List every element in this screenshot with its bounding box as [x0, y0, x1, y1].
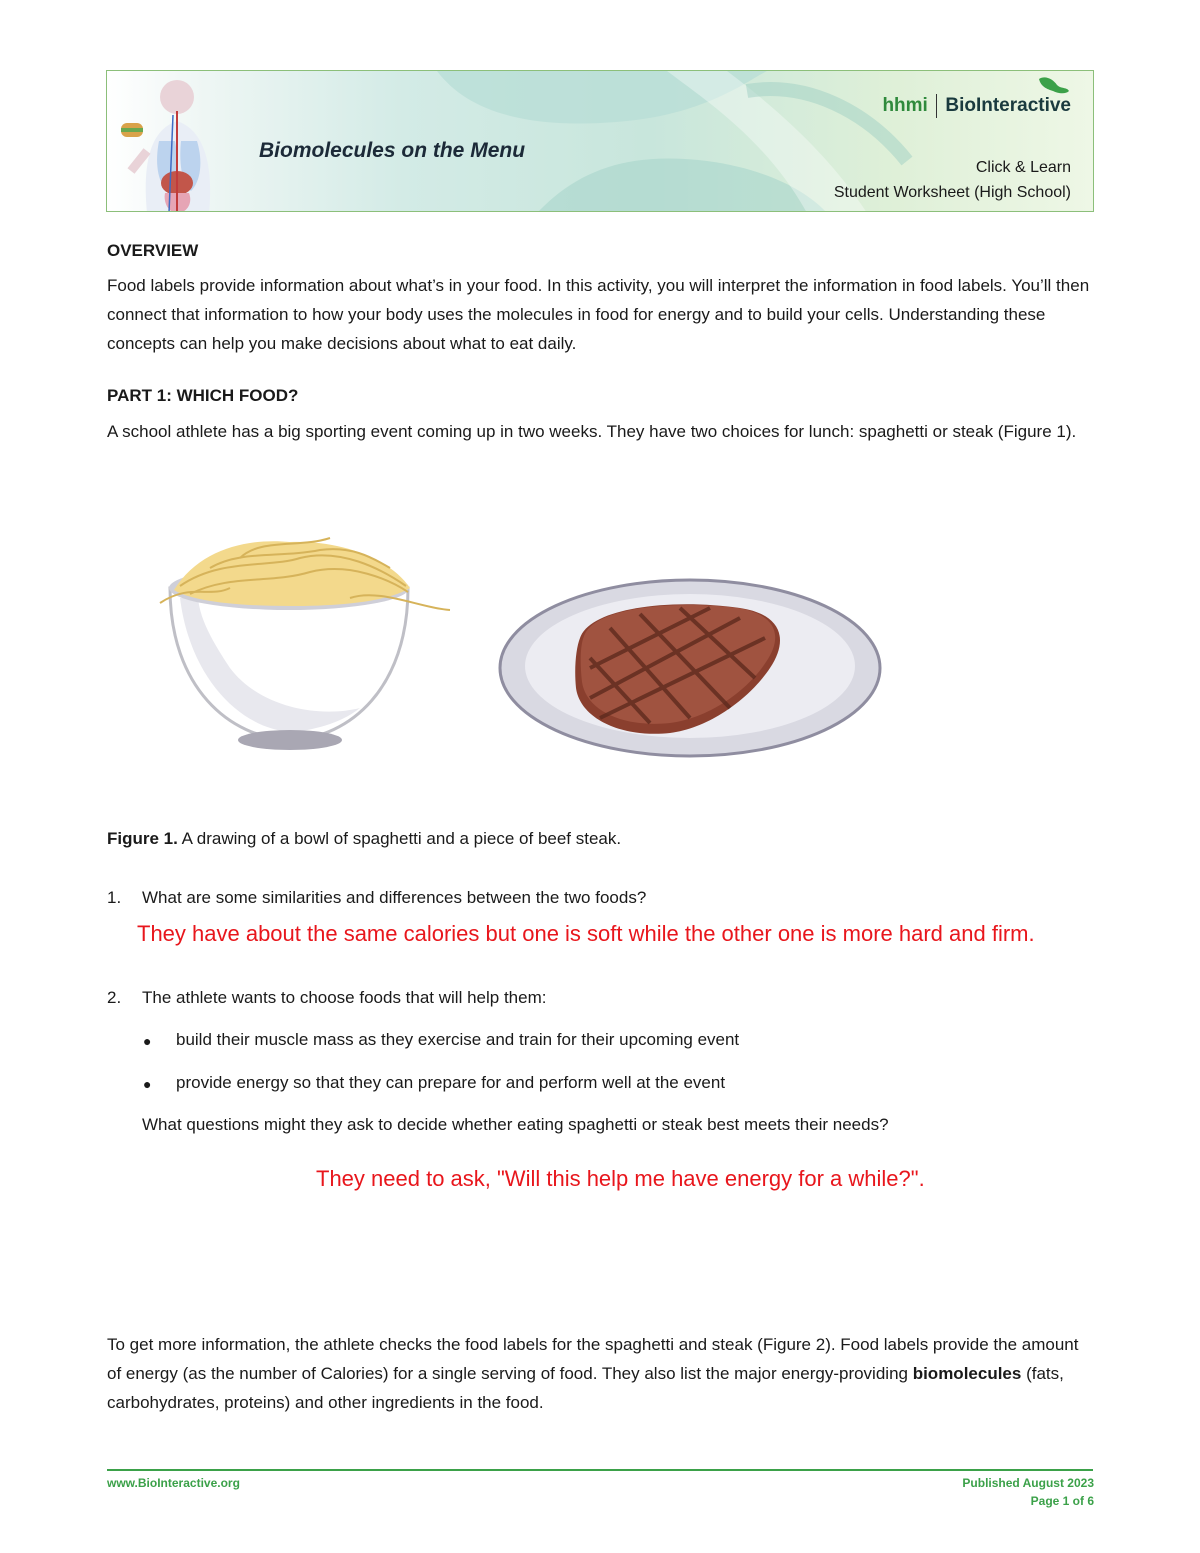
overview-paragraph: Food labels provide information about what’s in your food. In this activity, you will interpret the information in food labels. You’ll then connect that information to how your body uses the molecules in food for energy and to build your cells. Understanding these concepts can help you make decisions about what to eat daily. — [107, 276, 1090, 353]
part1-paragraph: A school athlete has a big sporting event coming up in two weeks. They have two choices for lunch: spaghetti or steak (Figure 1). — [107, 422, 1077, 441]
hhmi-biointeractive-logo — [882, 91, 1071, 121]
question-2-followup: What questions might they ask to decide whether eating spaghetti or steak best meets their needs? — [142, 1115, 889, 1134]
figure-1-label: Figure 1. — [107, 829, 178, 848]
steak-plate-icon — [500, 580, 880, 756]
question-1-answer: They have about the same calories but one is soft while the other one is more hard and firm. — [137, 921, 1035, 946]
bullet-dot: ● — [143, 1076, 152, 1092]
logo-biointeractive-text: BioInteractive — [945, 95, 1071, 116]
anatomy-figure-icon — [121, 80, 210, 212]
footer-website-link[interactable]: www.BioInteractive.org — [107, 1476, 240, 1490]
question-1-text: What are some similarities and differences between the two foods? — [142, 888, 647, 907]
logo-separator — [936, 94, 938, 118]
overview-heading: OVERVIEW — [107, 241, 199, 260]
footer-divider — [107, 1469, 1093, 1471]
part1-heading: PART 1: WHICH FOOD? — [107, 386, 299, 405]
question-1-number: 1. — [107, 888, 122, 907]
figure-1-illustration — [150, 528, 910, 778]
spaghetti-bowl-icon — [160, 538, 450, 750]
question-2-answer: They need to ask, "Will this help me have energy for a while?". — [316, 1166, 925, 1191]
header-subtitle-worksheet: Student Worksheet (High School) — [833, 184, 1071, 201]
closing-text-a: To get more information, the athlete checks the food labels for the spaghetti and steak (Figure 2). Food labels provide the amount of energy (as the number of Calories) for a single serving of food. They also list the major energy-providing — [107, 1335, 1079, 1383]
question-2-bullet-2: provide energy so that they can prepare for and perform well at the event — [176, 1073, 726, 1092]
figure-1-caption — [107, 824, 1093, 853]
closing-text-b: (fats, carbohydrates, proteins) and other ingredients in the food. — [107, 1364, 1064, 1412]
footer-page-number: Page 1 of 6 — [1030, 1494, 1094, 1508]
question-2-text: The athlete wants to choose foods that will help them: — [142, 988, 547, 1007]
header-banner — [106, 70, 1094, 212]
logo-hhmi-text: hhmi — [882, 95, 928, 116]
closing-paragraph — [107, 1330, 1093, 1417]
page-title: Biomolecules on the Menu — [259, 139, 526, 162]
figure-1-caption-text: A drawing of a bowl of spaghetti and a piece of beef steak. — [177, 829, 622, 848]
bullet-dot: ● — [143, 1033, 152, 1049]
header-subtitle-click-learn: Click & Learn — [975, 159, 1071, 176]
footer-published-date: Published August 2023 — [962, 1476, 1094, 1490]
question-2-number: 2. — [107, 988, 122, 1007]
closing-bold-term: biomolecules — [912, 1364, 1022, 1383]
question-2-bullet-1: build their muscle mass as they exercise and train for their upcoming event — [176, 1030, 740, 1049]
